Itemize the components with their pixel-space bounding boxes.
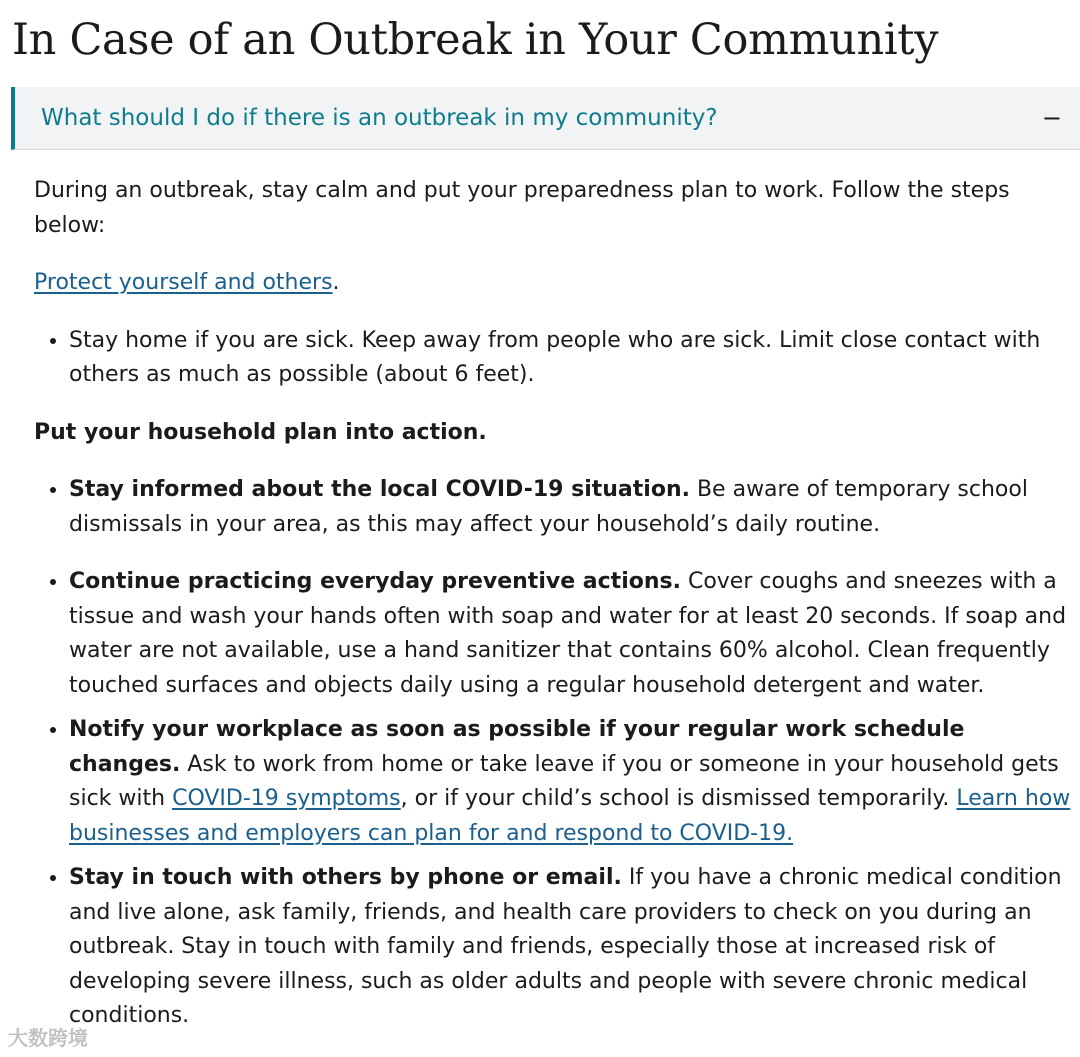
item-bold: Stay in touch with others by phone or email. xyxy=(69,865,622,890)
item-text: If you have a chronic medical condition and live alone, ask family, friends, and health care providers to check on you during an outbreak. Stay in touch with family and friends, especially those at increased risk of developing severe illness, such as older adults and people with severe chronic medical conditions. xyxy=(69,865,1062,1028)
item-text: , or if your child’s school is dismissed temporarily. xyxy=(400,786,957,811)
item-bold: Stay informed about the local COVID-19 situation. xyxy=(69,477,690,502)
item-text: Cover coughs and sneezes with a tissue and wash your hands often with soap and water for at least 20 seconds. If soap and water are not available, use a hand sanitizer that contains 60% alcohol. Clean frequently touched surfaces and objects daily using a regular household detergent and water. xyxy=(69,569,1067,698)
protect-period: . xyxy=(332,270,340,295)
businesses-employers-link[interactable]: Learn how businesses and employers can plan for and respond to COVID-19. xyxy=(69,786,1071,846)
minus-icon[interactable]: − xyxy=(1041,104,1062,132)
item-text: Be aware of temporary school dismissals in your area, as this may affect your household’s daily routine. xyxy=(69,477,1028,537)
protect-yourself-link[interactable]: Protect yourself and others xyxy=(34,270,333,295)
list-item xyxy=(69,861,1074,1034)
protect-paragraph xyxy=(34,266,1074,301)
list-item xyxy=(69,713,1074,851)
item-bold: Notify your workplace as soon as possible if your regular work schedule changes. xyxy=(69,717,965,777)
item-text: Ask to work from home or take leave if you or someone in your household gets sick with xyxy=(69,751,1059,811)
household-list xyxy=(34,473,1074,1034)
intro-paragraph: During an outbreak, stay calm and put your preparedness plan to work. Follow the steps below: xyxy=(34,178,1010,238)
page-title: In Case of an Outbreak in Your Community xyxy=(12,15,939,65)
household-heading xyxy=(34,416,1074,451)
protect-list xyxy=(34,324,1074,393)
household-heading-text: Put your household plan into action. xyxy=(34,419,487,445)
accordion-header-button[interactable] xyxy=(11,87,1080,150)
covid-symptoms-link[interactable]: COVID-19 symptoms xyxy=(172,786,401,811)
watermark: 大数跨境 xyxy=(8,1026,88,1050)
list-item xyxy=(69,565,1074,703)
list-item xyxy=(69,473,1074,542)
accordion-question[interactable]: What should I do if there is an outbreak in my community? xyxy=(41,105,718,131)
accordion-body xyxy=(34,174,1074,1057)
item-bold: Continue practicing everyday preventive actions. xyxy=(69,569,681,594)
list-item: • Stay home if you are sick. Keep away from people who are sick. Limit close contact with others as much as possible (about 6 feet). xyxy=(69,324,1074,393)
